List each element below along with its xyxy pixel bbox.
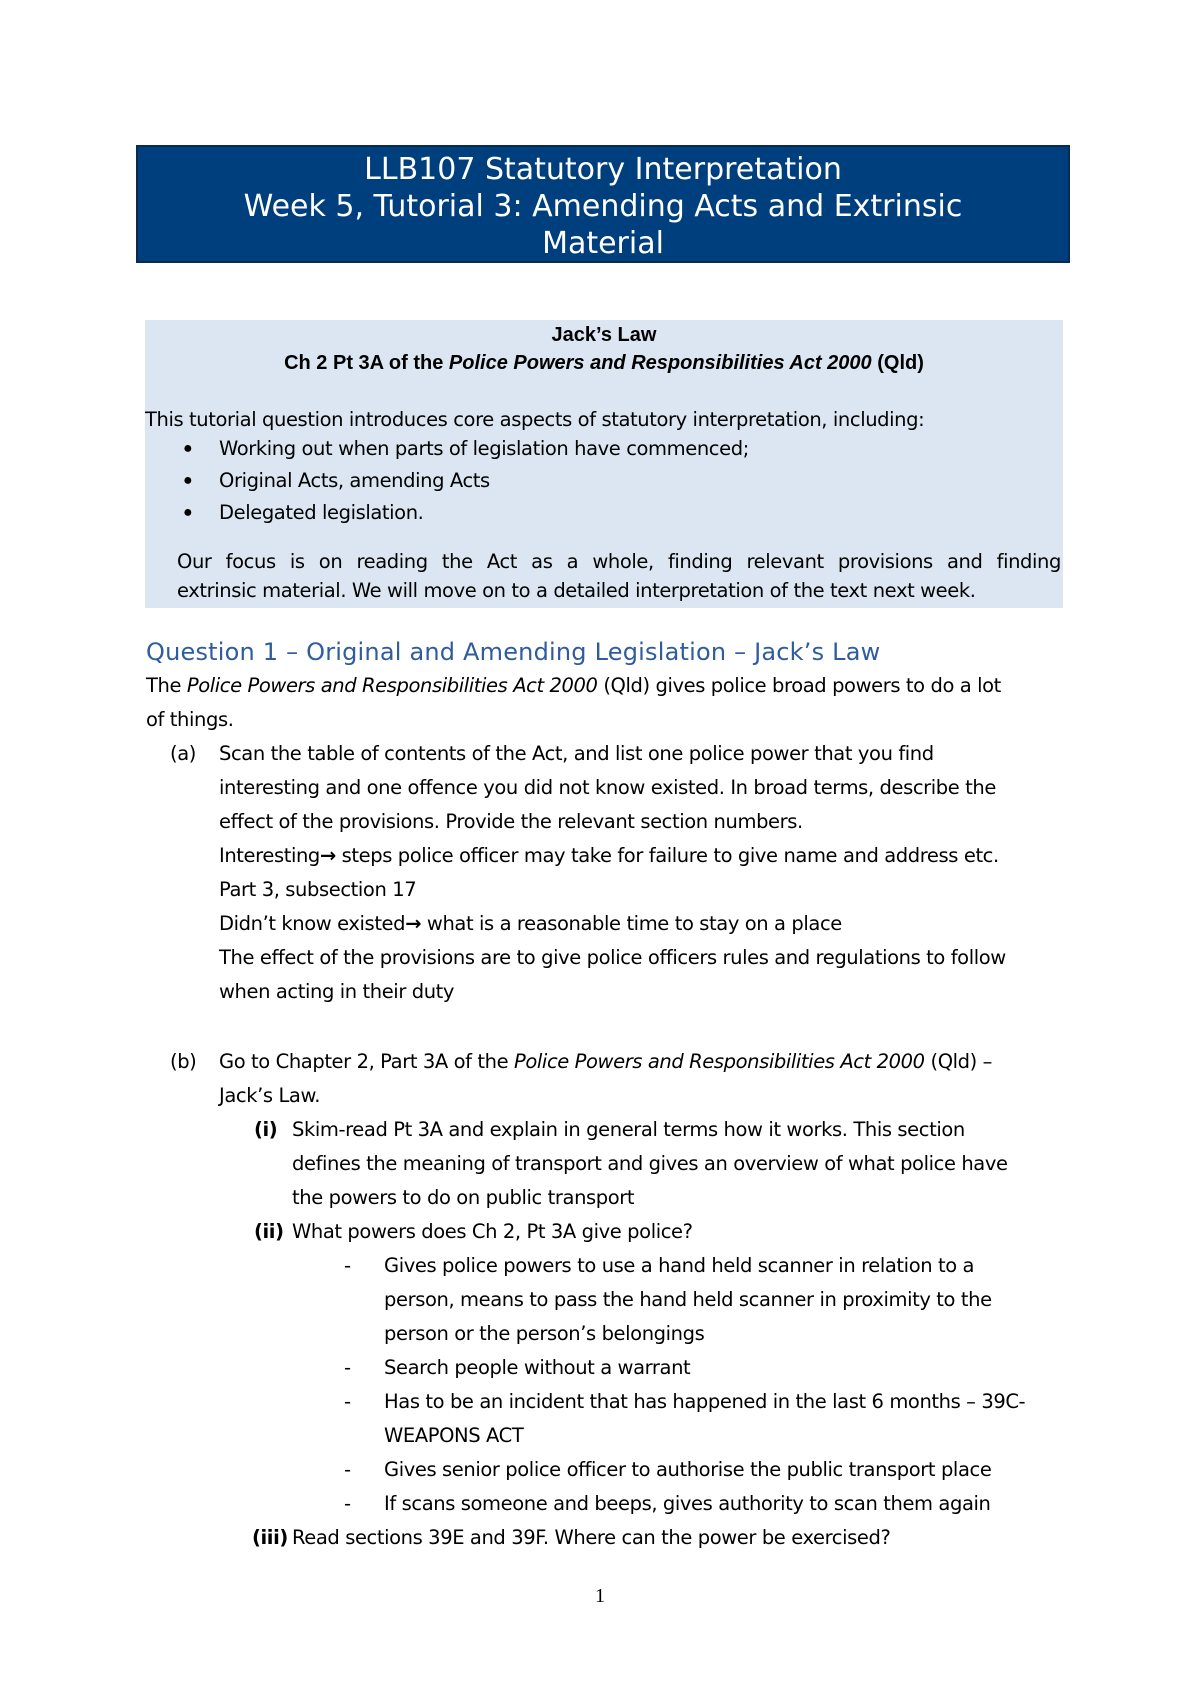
part-b-question: Jack’s Law. [219,1084,321,1107]
sub-i-label: (i) [254,1118,278,1141]
power-item: person or the person’s belongings [384,1322,705,1345]
bullet-icon: ● [183,440,193,457]
page-number: 1 [595,1585,605,1607]
answer-didnt-know [219,912,842,935]
sub-ii-text: What powers does Ch 2, Pt 3A give police? [292,1220,693,1243]
subtitle-act-name: Police Powers and Responsibilities Act 2000 [448,352,872,374]
power-item: person, means to pass the hand held scanner in proximity to the [384,1288,992,1311]
sub-i-text: Skim-read Pt 3A and explain in general terms how it works. This section [292,1118,965,1141]
question-intro-continued: of things. [146,708,234,731]
dash-marker: - [344,1458,351,1481]
question-1-heading: Question 1 – Original and Amending Legislation – Jack’s Law [146,638,881,666]
power-item: Search people without a warrant [384,1356,691,1379]
intro-lead: This tutorial question introduces core aspects of statutory interpretation, including: [145,408,925,431]
bullet-item: Delegated legislation. [219,501,424,524]
part-b-question [219,1050,992,1073]
answer-interesting [219,844,999,867]
arrow-right-icon: → [405,912,422,935]
answer-part: Part 3, subsection 17 [219,878,417,901]
focus-line: extrinsic material. We will move on to a detailed interpretation of the text next week. [177,579,976,602]
question-intro [146,674,1001,697]
power-item: Gives police powers to use a hand held scanner in relation to a [384,1254,975,1277]
answer-text: steps police officer may take for failure to give name and address etc. [335,844,999,867]
bullet-item: Original Acts, amending Acts [219,469,490,492]
part-a-question: effect of the provisions. Provide the relevant section numbers. [219,810,803,833]
document-title-banner [136,145,1070,263]
course-title: LLB107 Statutory Interpretation [364,152,842,187]
power-item: If scans someone and beeps, gives authority to scan them again [384,1492,991,1515]
sub-i-text: defines the meaning of transport and gives an overview of what police have [292,1152,1008,1175]
part-b-prefix: Go to Chapter 2, Part 3A of the [219,1050,515,1073]
power-item: WEAPONS ACT [384,1424,524,1447]
dash-marker: - [344,1254,351,1277]
intro-panel [145,320,1063,608]
answer-label: Didn’t know existed [219,912,406,935]
focus-line: Our focus is on reading the Act as a whole, finding relevant provisions and finding [177,550,1061,573]
sub-iii-label: (iii) [252,1526,288,1549]
answer-text: what is a reasonable time to stay on a place [421,912,842,935]
subtitle-prefix: Ch 2 Pt 3A of the [284,352,449,374]
bullet-icon: ● [183,472,193,489]
power-item: Gives senior police officer to authorise the public transport place [384,1458,992,1481]
part-a-question: Scan the table of contents of the Act, and list one police power that you find [219,742,934,765]
dash-marker: - [344,1390,351,1413]
answer-effect: The effect of the provisions are to give police officers rules and regulations to follow [219,946,1006,969]
intro-suffix: (Qld) gives police broad powers to do a lot [597,674,1001,697]
sub-iii-text: Read sections 39E and 39F. Where can the power be exercised? [292,1526,891,1549]
intro-title: Jack’s Law [551,324,657,346]
act-name: Police Powers and Responsibilities Act 2000 [186,674,598,697]
part-a-question: interesting and one offence you did not know existed. In broad terms, describe the [219,776,996,799]
power-item: Has to be an incident that has happened in the last 6 months – 39C- [384,1390,1026,1413]
part-b-suffix: (Qld) – [924,1050,992,1073]
arrow-right-icon: → [319,844,336,867]
tutorial-title-line: Week 5, Tutorial 3: Amending Acts and Extrinsic [243,189,963,224]
dash-marker: - [344,1356,351,1379]
bullet-item: Working out when parts of legislation have commenced; [219,437,749,460]
part-b-label: (b) [170,1050,197,1073]
intro-subtitle [145,352,1063,375]
sub-i-text: the powers to do on public transport [292,1186,635,1209]
answer-effect: when acting in their duty [219,980,455,1003]
sub-ii-label: (ii) [254,1220,284,1243]
dash-marker: - [344,1492,351,1515]
tutorial-title-line-2: Material [542,226,664,261]
part-a-label: (a) [170,742,196,765]
act-name: Police Powers and Responsibilities Act 2000 [514,1050,925,1073]
intro-prefix: The [146,674,187,697]
answer-label: Interesting [219,844,320,867]
subtitle-suffix: (Qld) [871,352,924,374]
bullet-icon: ● [183,504,193,521]
